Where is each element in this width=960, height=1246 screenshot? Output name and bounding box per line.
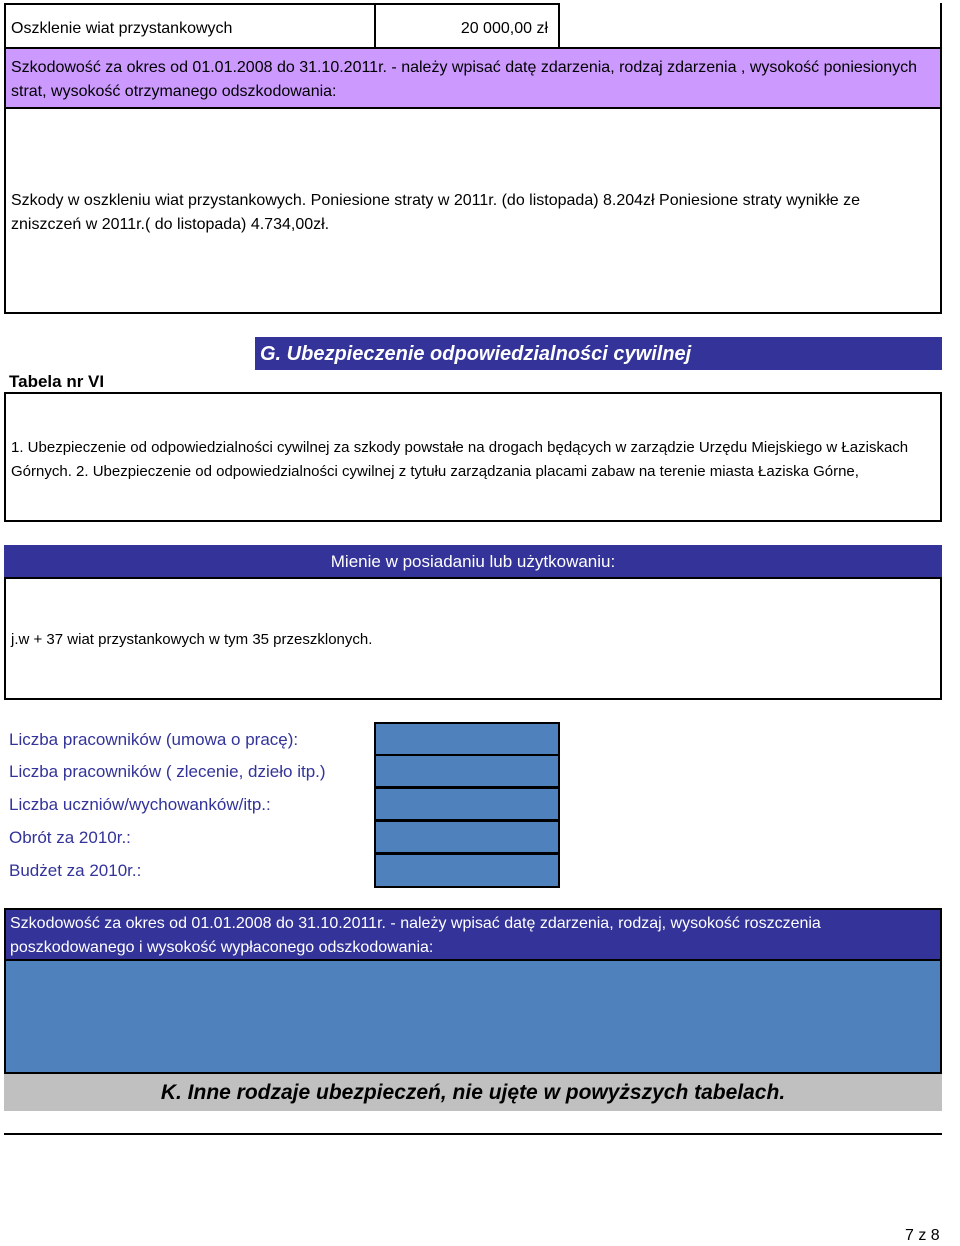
property-body-text: j.w + 37 wiat przystankowych w tym 35 przeszklonych. xyxy=(11,631,373,648)
stat-row xyxy=(4,754,560,788)
stat-label: Liczba uczniów/wychowanków/itp.: xyxy=(9,795,271,814)
stat-row xyxy=(4,787,560,821)
stat-row xyxy=(4,820,560,854)
stat-label: Liczba pracowników ( zlecenie, dzieło itp.) xyxy=(9,762,326,781)
property-header: Mienie w posiadaniu lub użytkowaniu: xyxy=(330,552,616,571)
stat-value-turnover[interactable] xyxy=(374,820,560,854)
stat-value-students[interactable] xyxy=(374,787,560,821)
section-g-title-bar xyxy=(255,337,942,370)
property-body[interactable] xyxy=(4,577,942,700)
section-g-title: G. Ubezpieczenie odpowiedzialności cywilnej xyxy=(260,343,692,365)
stats-table xyxy=(4,722,560,888)
stat-value-employees[interactable] xyxy=(374,722,560,756)
losses-1-body[interactable] xyxy=(4,107,942,314)
divider xyxy=(4,1133,942,1135)
top-right-border xyxy=(940,3,942,49)
page-number: 7 z 8 xyxy=(905,1227,940,1244)
section-k-bar xyxy=(4,1074,942,1111)
stat-value-budget[interactable] xyxy=(374,853,560,888)
section-g-description: 1. Ubezpieczenie od odpowiedzialności cywilnej za szkody powstałe na drogach będących w zarządzie Urzędu Miejskiego w Łaziskach Górnych. 2. Ubezpieczenie od odpowiedzialności cywilnej z tytułu zarządzania placami zabaw na terenie miasta Łaziska Górne, xyxy=(11,439,909,480)
stat-row xyxy=(4,853,560,888)
stat-row xyxy=(4,722,560,756)
losses-2-header-text: Szkodowość za okres od 01.01.2008 do 31.10.2011r. - należy wpisać datę zdarzenia, rodzaj, wysokość roszczenia poszkodowanego i wysokość wypłaconego odszkodowania: xyxy=(10,915,821,956)
section-k-title: K. Inne rodzaje ubezpieczeń, nie ujęte w powyższych tabelach. xyxy=(160,1081,786,1104)
table-vi-label: Tabela nr VI xyxy=(9,372,105,391)
stat-label: Budżet za 2010r.: xyxy=(9,861,142,880)
stat-label: Liczba pracowników (umowa o pracę): xyxy=(9,730,299,749)
losses-1-body-text: Szkody w oszkleniu wiat przystankowych. Poniesione straty w 2011r. (do listopada) 8.204zł Poniesione straty wynikłe ze zniszczeń w 2011r.( do listopada) 4.734,00zł. xyxy=(11,192,861,233)
top-row-value: 20 000,00 zł xyxy=(460,20,548,37)
losses-1-header-text: Szkodowość za okres od 01.01.2008 do 31.10.2011r. - należy wpisać datę zdarzenia, rodzaj zdarzenia , wysokość poniesionych strat, wysokość otrzymanego odszkodowania: xyxy=(11,59,918,100)
top-row-label: Oszklenie wiat przystankowych xyxy=(11,20,233,37)
stat-label: Obrót za 2010r.: xyxy=(9,828,131,847)
losses-2-body[interactable] xyxy=(4,959,942,1074)
section-g-description-box xyxy=(4,392,942,522)
stat-value-contractors[interactable] xyxy=(374,754,560,788)
top-row-label-cell xyxy=(4,3,376,49)
top-row-value-cell xyxy=(374,3,560,49)
property-header-bar xyxy=(4,545,942,578)
losses-2-header xyxy=(4,908,942,961)
losses-1-header xyxy=(4,47,942,109)
